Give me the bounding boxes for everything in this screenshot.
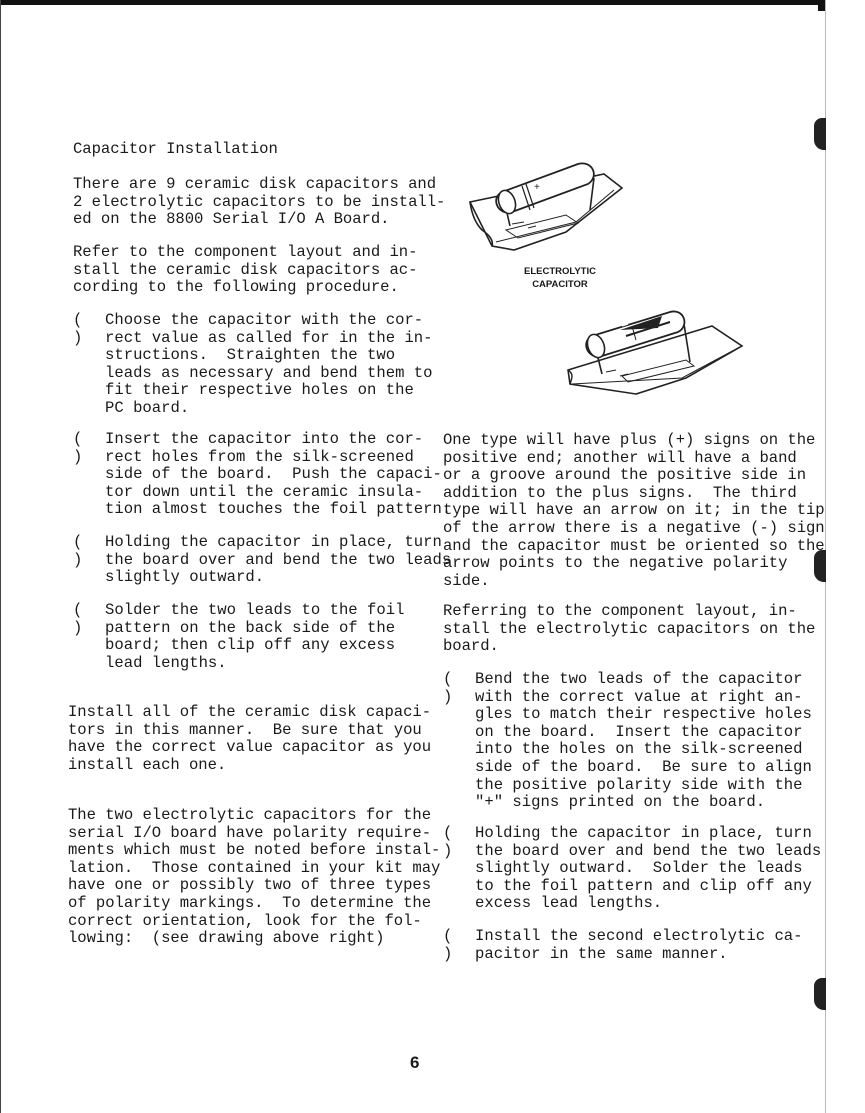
refer-electrolytic-paragraph: Referring to the component layout, in- stall the electrolytic capacitors on the board. [443,602,816,656]
page-number: 6 [410,1053,420,1072]
step-text: Choose the capacitor with the cor- rect value as called for in the in- structions. Straighten the two leads as necessary and bend them to fit their respective holes on the PC board. [105,311,433,417]
refer-paragraph: Refer to the component layout and in- stall the ceramic disk capacitors ac- cording to the following procedure. [73,243,418,297]
left-page-edge [0,0,1,1113]
electrolytic-capacitor-drawing-top [466,160,626,255]
step-text: Holding the capacitor in place, turn the board over and bend the two leads slightly outward. Solder the leads to the foil pattern and clip off any excess lead lengths. [475,824,822,913]
checkbox-mark: ( ) [73,533,83,569]
binder-hole-mark [814,118,826,150]
step-text: Solder the two leads to the foil pattern on the back side of the board; then clip off any excess lead lengths. [105,601,405,672]
intro-paragraph: There are 9 ceramic disk capacitors and 2 electrolytic capacitors to be install- ed on the 8800 Serial I/O A Board. [73,175,446,229]
step-text: Install the second electrolytic ca- pacitor in the same manner. [475,927,803,963]
step-text: Holding the capacitor in place, turn the board over and bend the two leads slightly outward. [105,533,452,587]
figure-caption-line: CAPACITOR [532,279,588,290]
install-all-paragraph: Install all of the ceramic disk capaci- tors in this manner. Be sure that you have the correct value capacitor as you install each one. [68,703,432,774]
plus-sign-label: + [534,182,540,193]
electrolytic-capacitor-drawing-bottom [562,306,747,398]
electrolytic-intro-paragraph: The two electrolytic capacitors for the serial I/O board have polarity require- ments which must be noted before instal- lation. Those contained in your kit may have one or possibly two of three types of polarity markings. To determine the correct orientation, look for the fol- lowing: (see drawing above right) [68,806,441,948]
polarity-paragraph: One type will have plus (+) signs on the positive end; another will have a band or a groove around the positive side in addition to the plus signs. The third type will have an arrow on it; in the tip of the arrow there is a negative (-) sign and the capacitor must be oriented so the arrow points to the negative polarity side. [443,431,825,590]
top-border [0,0,826,5]
figure-caption-line: ELECTROLYTIC [524,266,596,277]
step-text: Insert the capacitor into the cor- rect holes from the silk-screened side of the board. Push the capaci- tor down until the ceramic insula- tion almost touches the foil pattern. [105,430,452,519]
figure-caption [500,265,620,291]
checkbox-mark: ( ) [73,601,83,637]
step-text: Bend the two leads of the capacitor with the correct value at right an- gles to match their respective holes on the board. Insert the capacitor into the holes on the silk-screened side of the board. Be sure to align the positive polarity side with the "+" signs printed on the board. [475,670,812,812]
checkbox-mark: ( ) [443,670,453,706]
binder-hole-mark [814,978,826,1010]
checkbox-mark: ( ) [73,430,83,466]
checkbox-mark: ( ) [73,311,83,347]
checkbox-mark: ( ) [443,824,453,860]
section-heading: Capacitor Installation [73,140,278,158]
checkbox-mark: ( ) [443,927,453,963]
